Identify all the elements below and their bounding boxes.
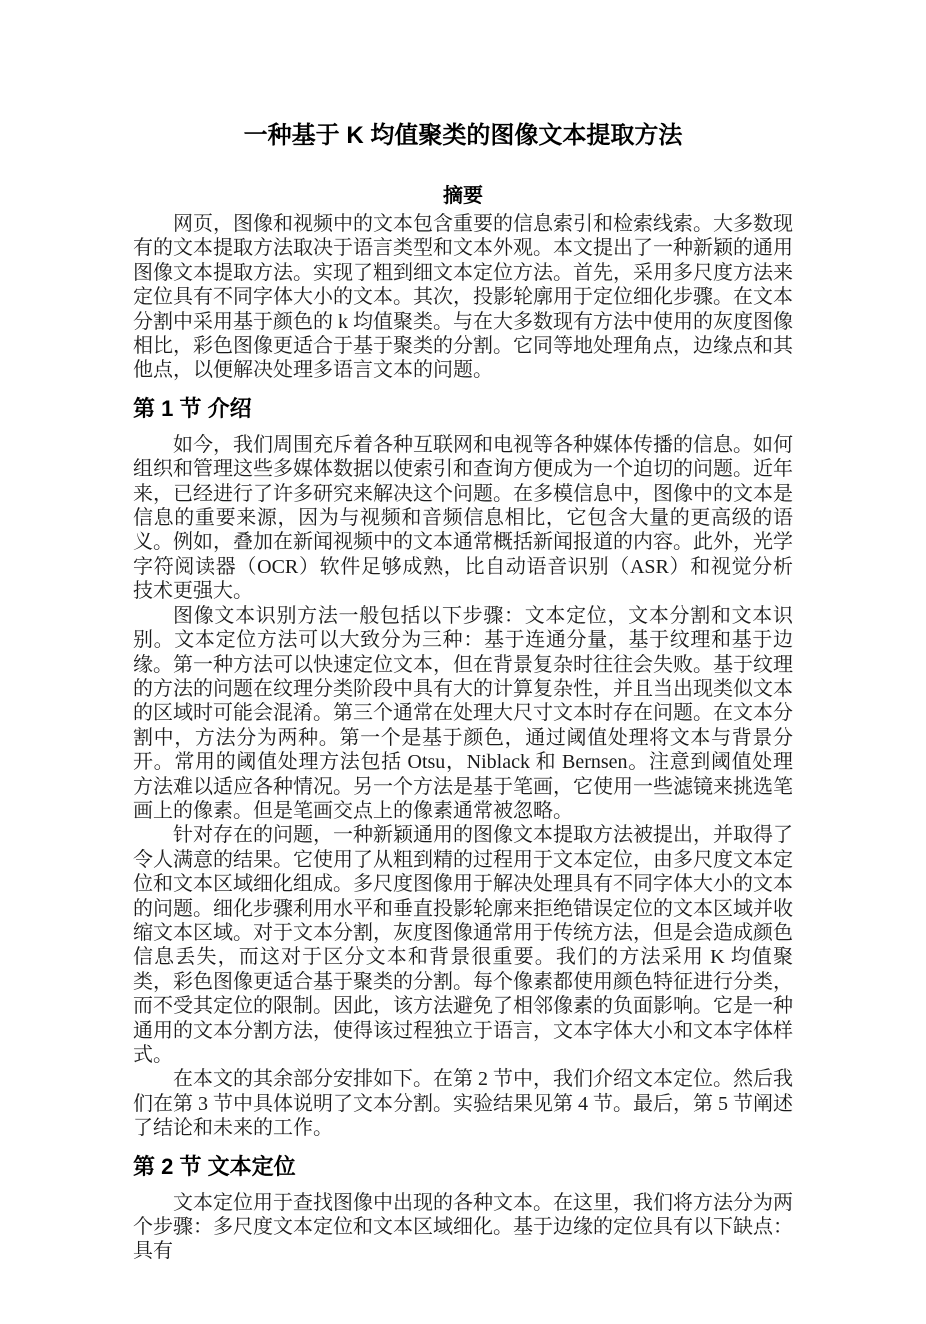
paper-title: 一种基于 K 均值聚类的图像文本提取方法 xyxy=(243,122,683,149)
abstract-heading: 摘要 xyxy=(443,185,483,207)
section-2-paragraph-1: 文本定位用于查找图像中出现的各种文本。在这里，我们将方法分为两个步骤：多尺度文本定位和文本区域细化。基于边缘的定位具有以下缺点：具有 xyxy=(133,1191,793,1263)
section-1-paragraph-1: 如今，我们周围充斥着各种互联网和电视等各种媒体传播的信息。如何组织和管理这些多媒体数据以使索引和查询方便成为一个迫切的问题。近年来，已经进行了许多研究来解决这个问题。在多模信息中，图像中的文本是信息的重要来源，因为与视频和音频信息相比，它包含大量的更高级的语义。例如，叠加在新闻视频中的文本通常概括新闻报道的内容。此外，光学字符阅读器（OCR）软件足够成熟，比自动语音识别（ASR）和视觉分析技术更强大。 xyxy=(133,433,793,603)
section-1-paragraph-4: 在本文的其余部分安排如下。在第 2 节中，我们介绍文本定位。然后我们在第 3 节中具体说明了文本分割。实验结果见第 4 节。最后，第 5 节阐述了结论和未来的工作。 xyxy=(133,1068,793,1140)
section-1-paragraph-2: 图像文本识别方法一般包括以下步骤：文本定位，文本分割和文本识别。文本定位方法可以大致分为三种：基于连通分量，基于纹理和基于边缘。第一种方法可以快速定位文本，但在背景复杂时往往会失败。基于纹理的方法的问题在纹理分类阶段中具有大的计算复杂性，并且当出现类似文本的区域时可能会混淆。第三个通常在处理大尺寸文本时存在问题。在文本分割中，方法分为两种。第一个是基于颜色，通过阈值处理将文本与背景分开。常用的阈值处理方法包括 Otsu，Niblack 和 Bernsen。注意到阈值处理方法难以适应各种情况。另一个方法是基于笔画，它使用一些滤镜来挑选笔画上的像素。但是笔画交点上的像素通常被忽略。 xyxy=(133,604,793,822)
abstract-paragraph: 网页，图像和视频中的文本包含重要的信息索引和检索线索。大多数现有的文本提取方法取决于语言类型和文本外观。本文提出了一种新颖的通用图像文本提取方法。实现了粗到细文本定位方法。首先，采用多尺度方法来定位具有不同字体大小的文本。其次，投影轮廓用于定位细化步骤。在文本分割中采用基于颜色的 k 均值聚类。与在大多数现有方法中使用的灰度图像相比，彩色图像更适合于基于聚类的分割。它同等地处理角点，边缘点和其他点，以便解决处理多语言文本的问题。 xyxy=(133,213,793,382)
section-1-paragraph-3: 针对存在的问题，一种新颖通用的图像文本提取方法被提出，并取得了令人满意的结果。它使用了从粗到精的过程用于文本定位，由多尺度文本定位和文本区域细化组成。多尺度图像用于解决处理具有不同字体大小的文本的问题。细化步骤利用水平和垂直投影轮廓来拒绝错误定位的文本区域并收缩文本区域。对于文本分割，灰度图像通常用于传统方法，但是会造成颜色信息丢失，而这对于区分文本和背景很重要。我们的方法采用 K 均值聚类，彩色图像更适合基于聚类的分割。每个像素都使用颜色特征进行分类，而不受其定位的限制。因此，该方法避免了相邻像素的负面影响。它是一种通用的文本分割方法，使得该过程独立于语言，文本字体大小和文本字体样式。 xyxy=(133,824,793,1066)
section-1-heading: 第 1 节 介绍 xyxy=(133,395,252,421)
section-2-heading: 第 2 节 文本定位 xyxy=(133,1153,296,1179)
